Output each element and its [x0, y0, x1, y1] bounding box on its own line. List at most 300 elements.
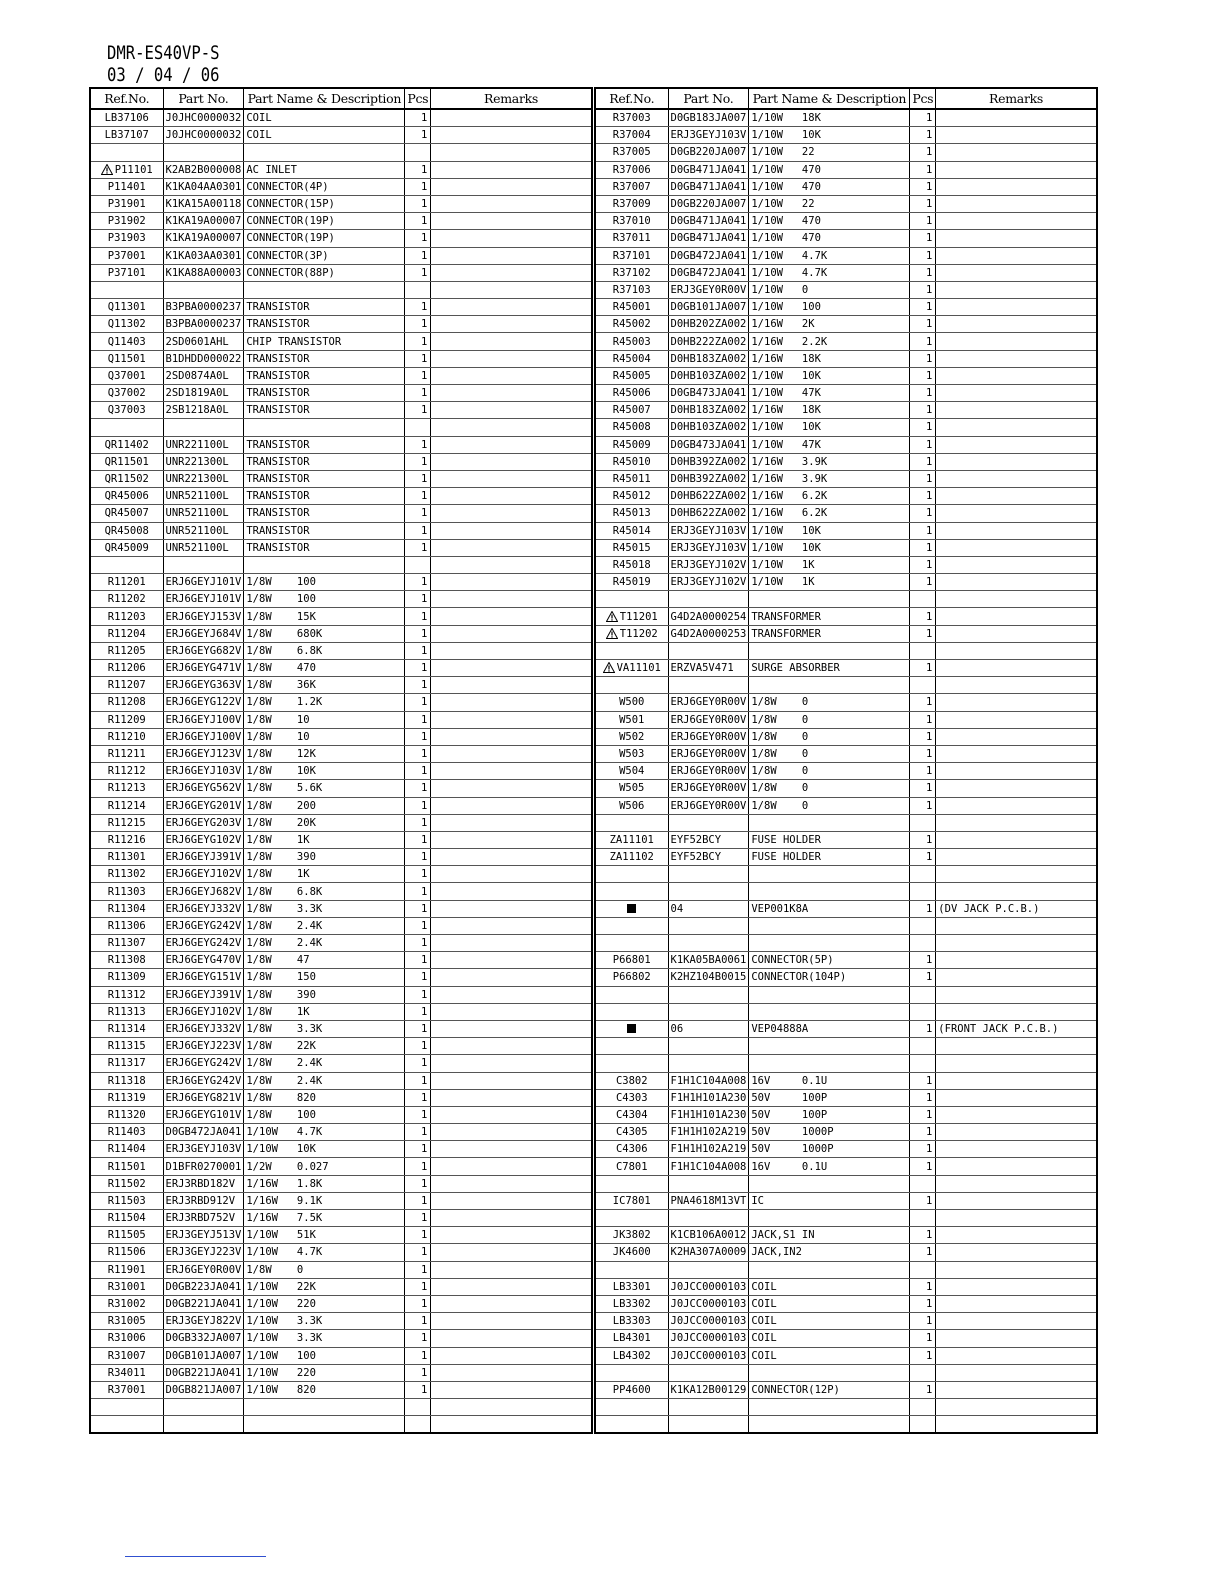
remarks-cell — [936, 728, 1097, 745]
pcs-cell — [910, 453, 936, 470]
ref-cell — [90, 281, 163, 298]
ref-cell — [90, 608, 163, 625]
ref-cell-text: R37007 — [612, 180, 651, 193]
remarks-cell — [431, 763, 592, 780]
part-no-cell — [163, 1141, 244, 1158]
table-row — [595, 1089, 1097, 1106]
remarks-cell — [431, 144, 592, 161]
description-cell-text: TRANSISTOR — [246, 369, 310, 382]
description-cell — [749, 574, 910, 591]
ref-cell — [595, 195, 668, 212]
remarks-cell — [431, 453, 592, 470]
table-row — [595, 745, 1097, 762]
remarks-cell — [936, 1381, 1097, 1398]
part-no-cell-text: F1H1H102A219 — [670, 1126, 747, 1139]
description-cell-text: 1/10W 10K — [751, 421, 821, 434]
pcs-cell — [910, 1020, 936, 1037]
part-no-cell-text: UNR521100L — [165, 541, 229, 554]
description-cell-text: 1/10W 10K — [751, 369, 821, 382]
part-no-cell-text: PNA4618M13VT — [670, 1194, 747, 1207]
table-row — [595, 1210, 1097, 1227]
table-row — [90, 281, 592, 298]
ref-cell-text: QR11501 — [104, 455, 149, 468]
pcs-cell-text: 1 — [925, 1246, 933, 1259]
description-cell-text: 1/16W 3.9K — [751, 455, 828, 468]
part-no-cell-text: D0GB471JA041 — [670, 163, 747, 176]
description-cell — [244, 1020, 405, 1037]
table-row — [90, 161, 592, 178]
description-cell-text: 1/10W 18K — [751, 112, 821, 125]
ref-cell — [90, 952, 163, 969]
description-cell — [749, 1175, 910, 1192]
pcs-cell-text: 1 — [420, 1315, 428, 1328]
table-row — [90, 230, 592, 247]
description-cell — [244, 539, 405, 556]
description-cell — [749, 1313, 910, 1330]
pcs-cell — [910, 711, 936, 728]
table-row — [595, 728, 1097, 745]
table-row — [595, 178, 1097, 195]
part-no-cell — [668, 952, 749, 969]
part-no-cell — [668, 900, 749, 917]
pcs-cell-text: 1 — [925, 215, 933, 228]
ref-cell-text: LB4302 — [612, 1349, 651, 1362]
ref-cell-text: ZA11101 — [609, 833, 654, 846]
part-no-cell — [668, 505, 749, 522]
description-cell-text: 1/10W 10K — [751, 129, 821, 142]
part-no-cell-text: ERJ6GEYJ391V — [165, 851, 242, 864]
description-cell — [244, 780, 405, 797]
table-row — [90, 1364, 592, 1381]
part-no-cell-text: K1KA15A00118 — [165, 198, 242, 211]
pcs-cell-text: 1 — [925, 1332, 933, 1345]
pcs-cell — [405, 831, 431, 848]
table-row — [90, 1020, 592, 1037]
pcs-cell — [405, 797, 431, 814]
table-row — [90, 900, 592, 917]
description-cell-text: 1/16W 18K — [751, 404, 821, 417]
description-cell — [244, 1003, 405, 1020]
part-no-cell — [668, 350, 749, 367]
description-cell-text: 1/8W 200 — [246, 799, 316, 812]
pcs-cell — [910, 642, 936, 659]
part-no-cell — [163, 711, 244, 728]
description-cell — [244, 144, 405, 161]
pcs-cell — [405, 281, 431, 298]
part-no-cell-text: 04 — [670, 902, 684, 915]
part-no-cell — [163, 642, 244, 659]
part-no-cell — [668, 935, 749, 952]
remarks-cell — [431, 660, 592, 677]
ref-cell-text: R37011 — [612, 232, 651, 245]
pcs-cell — [405, 1278, 431, 1295]
part-no-cell-text: J0JHC0000032 — [165, 112, 242, 125]
pcs-cell — [910, 625, 936, 642]
table-row — [595, 367, 1097, 384]
part-no-cell — [668, 470, 749, 487]
description-cell-text: 1/8W 0 — [751, 730, 809, 743]
table-row — [595, 694, 1097, 711]
description-cell — [244, 127, 405, 144]
description-cell-text: 1/8W 15K — [246, 610, 316, 623]
table-row — [90, 1055, 592, 1072]
pcs-cell — [405, 367, 431, 384]
pcs-cell-text: 1 — [420, 576, 428, 589]
ref-cell — [595, 694, 668, 711]
part-no-cell-text: UNR521100L — [165, 524, 229, 537]
part-no-cell — [668, 1072, 749, 1089]
part-no-cell — [668, 213, 749, 230]
pcs-cell-text: 1 — [925, 249, 933, 262]
pcs-cell — [405, 419, 431, 436]
remarks-cell — [936, 419, 1097, 436]
remarks-cell — [936, 1192, 1097, 1209]
description-cell — [749, 505, 910, 522]
pcs-cell — [405, 453, 431, 470]
description-cell — [749, 608, 910, 625]
description-cell — [749, 127, 910, 144]
pcs-cell — [910, 745, 936, 762]
description-cell-text: 1/8W 5.6K — [246, 782, 323, 795]
ref-cell — [595, 814, 668, 831]
part-no-cell-text: ERJ6GEY0R00V — [670, 765, 747, 778]
part-no-cell-text: ERJ6GEYG242V — [165, 1074, 242, 1087]
table-row — [595, 109, 1097, 127]
remarks-cell — [936, 1020, 1097, 1037]
remarks-cell — [431, 1038, 592, 1055]
ref-cell — [90, 247, 163, 264]
part-no-cell — [668, 763, 749, 780]
part-no-cell-text: ERJ6GEYG242V — [165, 919, 242, 932]
pcs-cell — [910, 849, 936, 866]
ref-cell-text: Q37003 — [107, 404, 146, 417]
part-no-cell — [668, 608, 749, 625]
pcs-cell — [405, 866, 431, 883]
description-cell — [749, 849, 910, 866]
ref-cell — [595, 986, 668, 1003]
description-cell — [749, 1381, 910, 1398]
part-no-cell — [668, 1003, 749, 1020]
pcs-cell — [405, 917, 431, 934]
description-cell-text: COIL — [751, 1298, 777, 1311]
description-cell-text: 1/10W 22 — [751, 198, 815, 211]
ref-cell — [595, 539, 668, 556]
description-cell — [749, 660, 910, 677]
remarks-cell — [936, 1399, 1097, 1416]
ref-cell-text: R37004 — [612, 129, 651, 142]
pcs-cell — [910, 1381, 936, 1398]
table-row — [595, 213, 1097, 230]
part-no-cell-text: D0GB220JA007 — [670, 146, 747, 159]
description-cell — [749, 402, 910, 419]
footer-link-underline[interactable] — [125, 1556, 266, 1557]
ref-cell-text: R11206 — [107, 662, 146, 675]
pcs-cell — [405, 1192, 431, 1209]
pcs-cell — [405, 1072, 431, 1089]
table-row — [90, 144, 592, 161]
ref-cell — [90, 660, 163, 677]
remarks-cell — [431, 1313, 592, 1330]
part-no-cell — [668, 1124, 749, 1141]
ref-cell — [90, 745, 163, 762]
pcs-cell — [910, 350, 936, 367]
part-no-cell — [668, 144, 749, 161]
table-row — [595, 316, 1097, 333]
pcs-cell-text: 1 — [925, 851, 933, 864]
description-cell — [749, 109, 910, 127]
ref-cell-text: R45005 — [612, 369, 651, 382]
table-row — [90, 299, 592, 316]
table-row — [595, 402, 1097, 419]
ref-cell-text: R45010 — [612, 455, 651, 468]
ref-cell-text: LB3302 — [612, 1298, 651, 1311]
remarks-cell — [936, 488, 1097, 505]
part-no-cell-text: ERJ6GEYG242V — [165, 937, 242, 950]
table-row — [90, 1072, 592, 1089]
description-cell — [749, 1003, 910, 1020]
pcs-cell-text: 1 — [925, 369, 933, 382]
description-cell-text: 1/8W 2.4K — [246, 1057, 323, 1070]
ref-cell — [595, 780, 668, 797]
pcs-cell-text: 1 — [420, 266, 428, 279]
part-no-cell — [163, 1192, 244, 1209]
table-row — [595, 127, 1097, 144]
part-no-cell-text: ERJ6GEYG471V — [165, 662, 242, 675]
pcs-cell-text: 1 — [925, 1074, 933, 1087]
pcs-cell — [910, 522, 936, 539]
table-row — [90, 660, 592, 677]
remarks-cell — [431, 1416, 592, 1434]
description-cell — [244, 385, 405, 402]
ref-cell-text: R45002 — [612, 318, 651, 331]
table-row — [90, 849, 592, 866]
pcs-cell — [910, 1244, 936, 1261]
description-cell-text: 1/16W 6.2K — [751, 507, 828, 520]
pcs-cell-text: 1 — [925, 627, 933, 640]
ref-cell-text: R11317 — [107, 1057, 146, 1070]
description-cell-text: 1/8W 10K — [246, 765, 316, 778]
pcs-cell — [405, 1364, 431, 1381]
ref-cell-text: R11320 — [107, 1108, 146, 1121]
part-no-cell — [163, 281, 244, 298]
part-no-cell-text: J0JHC0000032 — [165, 129, 242, 142]
ref-cell — [595, 1227, 668, 1244]
pcs-cell-text: 1 — [420, 593, 428, 606]
ref-cell — [595, 711, 668, 728]
remarks-cell — [431, 195, 592, 212]
description-cell-text: 1/8W 390 — [246, 988, 316, 1001]
remarks-cell — [431, 127, 592, 144]
description-cell — [244, 814, 405, 831]
description-cell — [244, 178, 405, 195]
part-no-cell — [163, 1124, 244, 1141]
description-cell-text: CONNECTOR(5P) — [751, 954, 834, 967]
description-cell — [749, 299, 910, 316]
ref-cell-text: Q11501 — [107, 352, 146, 365]
description-cell-text: COIL — [751, 1280, 777, 1293]
remarks-cell — [431, 333, 592, 350]
part-no-cell — [163, 1106, 244, 1123]
part-no-cell-text: ERJ3GEYJ103V — [670, 129, 747, 142]
table-row — [595, 333, 1097, 350]
part-no-cell — [668, 299, 749, 316]
ref-cell — [90, 264, 163, 281]
description-cell-text: COIL — [751, 1349, 777, 1362]
ref-cell-text: P66802 — [612, 971, 651, 984]
table-row — [595, 505, 1097, 522]
ref-cell-text: R37009 — [612, 198, 651, 211]
pcs-cell-text: 1 — [420, 1108, 428, 1121]
ref-cell — [90, 539, 163, 556]
remarks-cell — [431, 900, 592, 917]
ref-cell-text: R11304 — [107, 902, 146, 915]
description-cell — [244, 574, 405, 591]
description-cell-text: CONNECTOR(15P) — [246, 198, 335, 211]
description-cell-text: 1/8W 1K — [246, 868, 310, 881]
description-cell-text: 1/10W 4.7K — [751, 266, 828, 279]
remarks-cell — [936, 333, 1097, 350]
ref-cell — [595, 230, 668, 247]
col-part-no: Part No. — [668, 88, 749, 109]
part-no-cell — [163, 900, 244, 917]
description-cell-text: 1/10W 3.3K — [246, 1332, 323, 1345]
part-no-cell — [163, 436, 244, 453]
part-no-cell-text: ERJ6GEY0R00V — [670, 782, 747, 795]
remarks-cell — [936, 677, 1097, 694]
part-no-cell-text: D0HB392ZA002 — [670, 473, 747, 486]
description-cell — [244, 402, 405, 419]
pcs-cell-text: 1 — [925, 473, 933, 486]
ref-cell — [90, 1175, 163, 1192]
ref-cell — [90, 711, 163, 728]
description-cell-text: COIL — [751, 1332, 777, 1345]
ref-cell — [90, 1210, 163, 1227]
col-ref-no: Ref.No. — [595, 88, 668, 109]
table-row — [595, 780, 1097, 797]
table-row — [90, 642, 592, 659]
pcs-cell-text: 1 — [420, 301, 428, 314]
part-no-cell-text: ERJ6GEYJ684V — [165, 627, 242, 640]
pcs-cell-text: 1 — [420, 1229, 428, 1242]
description-cell — [244, 694, 405, 711]
ref-cell-text: R37005 — [612, 146, 651, 159]
table-row — [90, 402, 592, 419]
ref-cell-text: T11201 — [619, 610, 658, 623]
remarks-cell — [936, 367, 1097, 384]
pcs-cell — [910, 161, 936, 178]
table-row — [595, 1003, 1097, 1020]
description-cell — [749, 264, 910, 281]
part-no-cell-text: 2SD0601AHL — [165, 335, 229, 348]
description-cell — [749, 711, 910, 728]
ref-cell — [595, 1175, 668, 1192]
part-no-cell — [163, 1003, 244, 1020]
ref-cell-text: R11212 — [107, 765, 146, 778]
part-no-cell-text: 2SD0874A0L — [165, 369, 229, 382]
description-cell — [749, 797, 910, 814]
ref-cell — [90, 1089, 163, 1106]
description-cell-text: 1/8W 10 — [246, 730, 310, 743]
pcs-cell-text: 1 — [420, 748, 428, 761]
ref-cell — [595, 969, 668, 986]
pcs-cell-text: 1 — [420, 971, 428, 984]
remarks-cell — [936, 917, 1097, 934]
description-cell — [749, 1347, 910, 1364]
part-no-cell — [163, 1399, 244, 1416]
pcs-cell-text: 1 — [925, 455, 933, 468]
description-cell-text: COIL — [246, 129, 272, 142]
description-cell-text: 1/8W 12K — [246, 748, 316, 761]
pcs-cell-text: 1 — [925, 404, 933, 417]
ref-cell — [595, 333, 668, 350]
pcs-cell-text: 1 — [925, 1280, 933, 1293]
ref-cell-text: R11901 — [107, 1263, 146, 1276]
pcs-cell-text: 1 — [925, 129, 933, 142]
ref-cell-text: R34011 — [107, 1366, 146, 1379]
description-cell-text: 1/16W 2.2K — [751, 335, 828, 348]
remarks-cell — [431, 1330, 592, 1347]
part-no-cell-text: B3PBA0000237 — [165, 318, 242, 331]
pcs-cell-text: 1 — [925, 1143, 933, 1156]
ref-cell — [595, 935, 668, 952]
pcs-cell — [405, 505, 431, 522]
table-row — [595, 230, 1097, 247]
remarks-cell — [431, 935, 592, 952]
part-no-cell-text: ERJ3GEYJ513V — [165, 1229, 242, 1242]
pcs-cell-text: 1 — [420, 902, 428, 915]
description-cell — [244, 1416, 405, 1434]
pcs-cell-text: 1 — [420, 919, 428, 932]
table-row — [90, 505, 592, 522]
part-no-cell-text: UNR221300L — [165, 473, 229, 486]
ref-cell — [90, 522, 163, 539]
part-no-cell — [163, 470, 244, 487]
description-cell — [244, 453, 405, 470]
table-row — [595, 1244, 1097, 1261]
ref-cell — [595, 178, 668, 195]
part-no-cell — [668, 883, 749, 900]
pcs-cell — [405, 1124, 431, 1141]
part-no-cell-text: D0GB821JA007 — [165, 1383, 242, 1396]
part-no-cell — [668, 797, 749, 814]
ref-cell — [595, 591, 668, 608]
pcs-cell-text: 1 — [420, 851, 428, 864]
description-cell — [749, 178, 910, 195]
description-cell-text: 1/8W 2.4K — [246, 1074, 323, 1087]
description-cell-text: VEP001K8A — [751, 902, 809, 915]
table-row — [595, 1381, 1097, 1398]
remarks-cell — [936, 952, 1097, 969]
ref-cell-text: R45001 — [612, 301, 651, 314]
description-cell-text: 1/10W 10K — [246, 1143, 316, 1156]
table-row — [90, 247, 592, 264]
part-no-cell-text: ERJ6GEYJ153V — [165, 610, 242, 623]
remarks-cell — [936, 213, 1097, 230]
remarks-cell — [431, 1124, 592, 1141]
ref-cell — [90, 299, 163, 316]
table-row — [90, 436, 592, 453]
remarks-cell — [936, 281, 1097, 298]
part-no-cell-text: K1KA04AA0301 — [165, 180, 242, 193]
description-cell-text: 1/8W 2.4K — [246, 919, 323, 932]
pcs-cell — [910, 1124, 936, 1141]
part-no-cell-text: UNR521100L — [165, 490, 229, 503]
ref-cell — [90, 109, 163, 127]
ref-cell — [90, 402, 163, 419]
description-cell — [244, 195, 405, 212]
ref-cell — [595, 1364, 668, 1381]
pcs-cell — [910, 574, 936, 591]
